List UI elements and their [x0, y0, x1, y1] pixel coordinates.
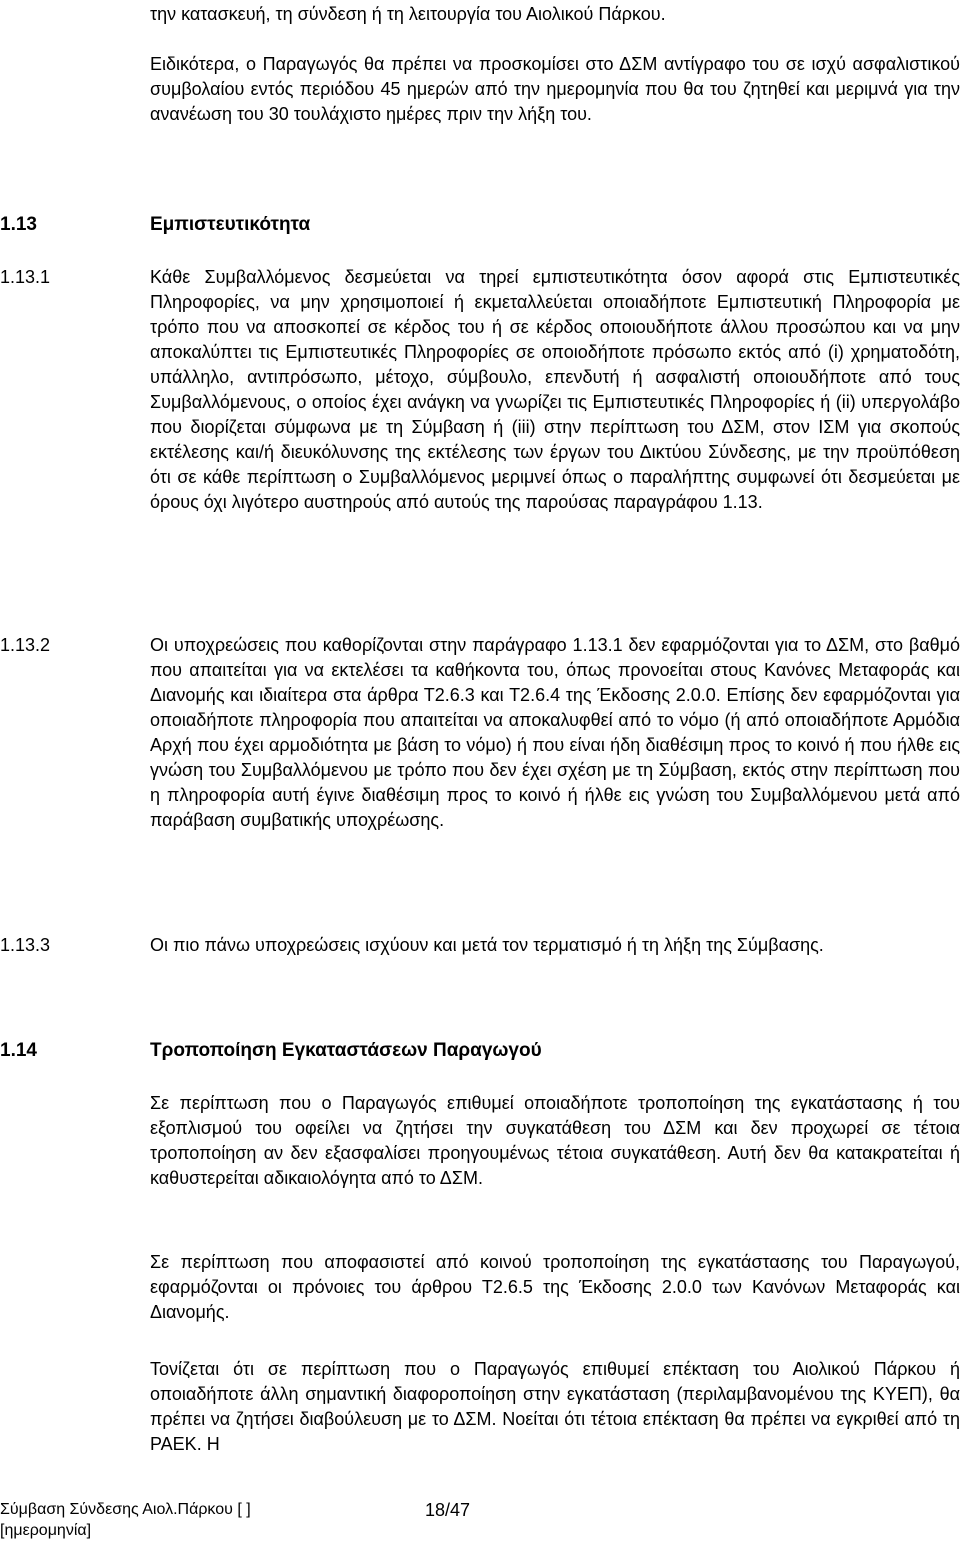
clause-number-1-13-2: 1.13.2: [0, 635, 51, 655]
section-heading-1-13: [0, 212, 311, 237]
footer-page-number: 18/47: [425, 1500, 471, 1520]
section-number: 1.13: [0, 214, 37, 235]
section-number: 1.14: [0, 1040, 37, 1061]
footer-date: [ημερομηνία]: [0, 1522, 92, 1539]
clause-text-1-13-3: Οι πιο πάνω υποχρεώσεις ισχύουν και μετά τον τερματισμό ή τη λήξη της Σύμβασης.: [150, 935, 824, 955]
clause-number-1-13-1: 1.13.1: [0, 267, 51, 287]
clause-number-1-13-3: 1.13.3: [0, 935, 51, 955]
clause-text-1-13-1: Κάθε Συμβαλλόμενος δεσμεύεται να τηρεί εμπιστευτικότητα όσον αφορά στις Εμπιστευτικές Πληροφορίες, να μην χρησιμοποιεί ή εκμεταλλεύεται οποιαδήποτε Εμπιστευτική Πληροφορία με τρόπο που να αποσκοπεί σε κέρδος του ή σε κέρδος οποιουδήποτε άλλου προσώπου και να μην αποκαλύπτει τις Εμπιστευτικές Πληροφορίες σε οποιοδήποτε πρόσωπο εκτός από (i) χρηματοδότη, υπάλληλο, αντιπρόσωπο, μέτοχο, σύμβουλο, επενδυτή ή ασφαλιστή οποιουδήποτε από τους Συμβαλλόμενους, ο οποίος έχει ανάγκη να γνωρίζει τις Εμπιστευτικές Πληροφορίες ή (ii) υπεργολάβο που διορίζεται σύμφωνα με τη Σύμβαση ή (iii) στην περίπτωση του ΔΣΜ, στον ΙΣΜ για σκοπούς εκτέλεσης και/ή διευκόλυνσης της εκτέλεσης των έργων του Δικτύου Σύνδεσης, με την προϋπόθεση ότι σε κάθε περίπτωση ο Συμβαλλόμενος μεριμνεί όπως ο παραλήπτης συμφωνεί ότι δεσμεύεται με όρους όχι λιγότερο αυστηρούς από αυτούς της παρούσας παραγράφου 1.13.: [150, 267, 960, 512]
section-title: Τροποποίηση Εγκαταστάσεων Παραγωγού: [150, 1040, 542, 1061]
footer-document-name: Σύμβαση Σύνδεσης Αιολ.Πάρκου [ ]: [0, 1501, 251, 1518]
clause-text-1-13-2: Οι υποχρεώσεις που καθορίζονται στην παράγραφο 1.13.1 δεν εφαρμόζονται για το ΔΣΜ, στο βαθμό που απαιτείται για να εκτελέσει τα καθήκοντα του, όπως προνοείται στους Κανόνες Μεταφοράς και Διανομής και ιδιαίτερα στα άρθρα Τ2.6.3 και Τ2.6.4 της Έκδοσης 2.0.0. Επίσης δεν εφαρμόζονται για οποιαδήποτε πληροφορία που απαιτείται να αποκαλυφθεί από το νόμο (ή από οποιαδήποτε Αρμόδια Αρχή που έχει αρμοδιότητα με βάση το νόμο) ή που είναι ήδη διαθέσιμη προς το κοινό ή που ήλθε εις γνώση του Συμβαλλόμενου με τρόπο που δεν έχει σχέση με τη Σύμβαση, εκτός στην περίπτωση που η πληροφορία αυτή έγινε διαθέσιμη προς το κοινό ή ήλθε εις γνώση του Συμβαλλόμενου μετά από παράβαση συμβατικής υποχρέωσης.: [150, 635, 960, 830]
modification-paragraph-3: Τονίζεται ότι σε περίπτωση που ο Παραγωγός επιθυμεί επέκταση του Αιολικού Πάρκου ή οποιαδήποτε άλλη σημαντική διαφοροποίηση στην εγκατάσταση (περιλαμβανομένου της ΚΥΕΠ), θα πρέπει να ζητήσει διαβούλευση με το ΔΣΜ. Νοείται ότι τέτοια επέκταση θα πρέπει να εγκριθεί από τη ΡΑΕΚ. Η: [150, 1359, 960, 1454]
modification-paragraph-1: Σε περίπτωση που ο Παραγωγός επιθυμεί οποιαδήποτε τροποποίηση της εγκατάστασης ή του εξοπλισμού του οφείλει να ζητήσει την συγκατάθεση του ΔΣΜ και δεν προχωρεί σε τέτοια τροποποίηση αν δεν εξασφαλίσει προηγουμένως τέτοια συγκατάθεση. Αυτή δεν θα κατακρατείται ή καθυστερείται αδικαιολόγητα από το ΔΣΜ.: [150, 1093, 960, 1188]
insurance-paragraph: Ειδικότερα, ο Παραγωγός θα πρέπει να προσκομίσει στο ΔΣΜ αντίγραφο του σε ισχύ ασφαλιστικού συμβολαίου εντός περιόδου 45 ημερών από την ημερομηνία που θα του ζητηθεί και μεριμνά για την ανανέωση του 30 τουλάχιστο ημέρες πριν την λήξη του.: [150, 54, 960, 124]
section-title: Εμπιστευτικότητα: [150, 214, 311, 235]
modification-paragraph-2: Σε περίπτωση που αποφασιστεί από κοινού τροποποίηση της εγκατάστασης του Παραγωγού, εφαρμόζονται οι πρόνοιες του άρθρου Τ2.6.5 της Έκδοσης 2.0.0 των Κανόνων Μεταφοράς και Διανομής.: [150, 1252, 960, 1322]
intro-line: την κατασκευή, τη σύνδεση ή τη λειτουργία του Αιολικού Πάρκου.: [150, 4, 666, 24]
section-heading-1-14: [0, 1038, 542, 1063]
